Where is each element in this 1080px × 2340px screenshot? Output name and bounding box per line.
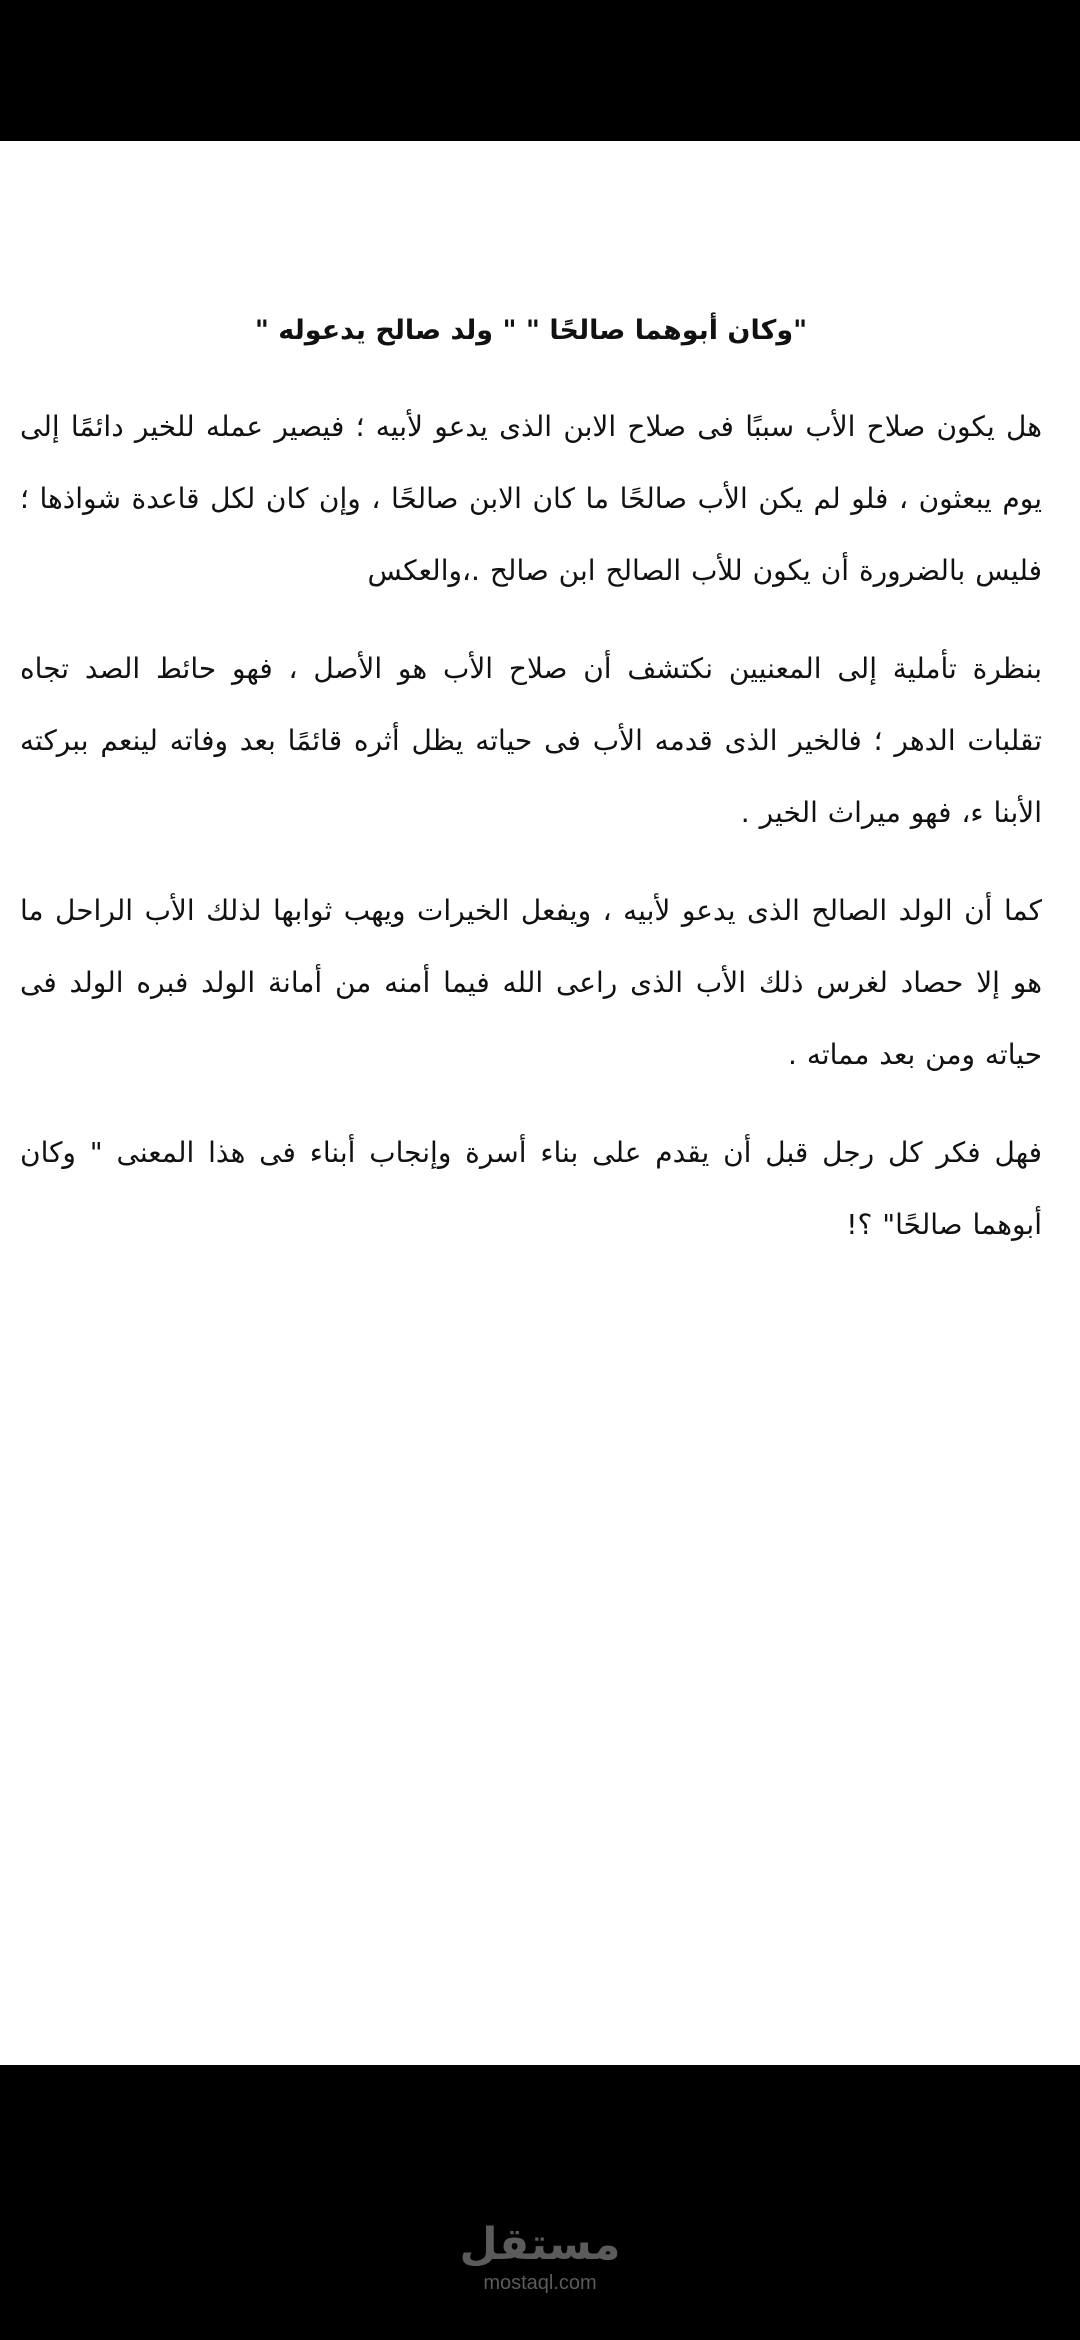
paragraph-4: فهل فكر كل رجل قبل أن يقدم على بناء أسرة وإنجاب أبناء فى هذا المعنى " وكان أبوهما صالحًا" ؟! [20, 1136, 1042, 1241]
paragraph-3: كما أن الولد الصالح الذى يدعو لأبيه ، ويفعل الخيرات ويهب ثوابها لذلك الأب الراحل ما هو إلا حصاد لغرس ذلك الأب الذى راعى الله فيما أمنه من أمانة الولد فبره الولد فى حياته ومن بعد مماته . [20, 894, 1042, 1071]
top-black-bar [0, 0, 1080, 141]
watermark-logo: مستقل [459, 2219, 621, 2270]
paragraph-1: هل يكون صلاح الأب سببًا فى صلاح الابن الذى يدعو لأبيه ؛ فيصير عمله للخير دائمًا إلى يوم يبعثون ، فلو لم يكن الأب صالحًا ما كان الابن صالحًا ، وإن كان لكل قاعدة شواذها ؛ فليس بالضرورة أن يكون للأب الصالح ابن صالح .،والعكس [20, 410, 1042, 587]
bottom-black-bar [0, 2065, 1080, 2340]
watermark [0, 2220, 1080, 2296]
watermark-url: mostaql.com [483, 2272, 597, 2294]
document-title: "وكان أبوهما صالحًا " " ولد صالح يدعوله " [254, 315, 808, 346]
paragraph-2: بنظرة تأملية إلى المعنيين نكتشف أن صلاح الأب هو الأصل ، فهو حائط الصد تجاه تقلبات الدهر ؛ فالخير الذى قدمه الأب فى حياته يظل أثره قائمًا بعد وفاته لينعم ببركته الأبنا ء، فهو ميراث الخير . [20, 652, 1042, 829]
document-page [0, 141, 1080, 2065]
